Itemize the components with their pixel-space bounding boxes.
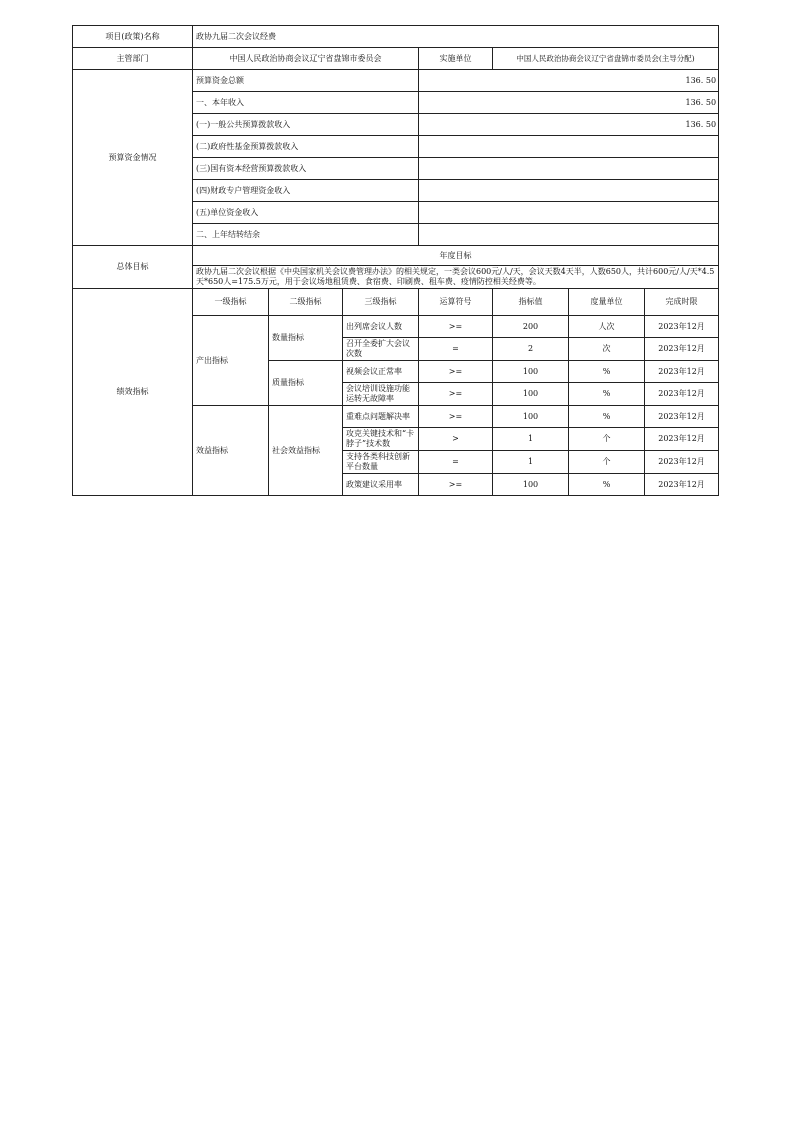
perf-row-deadline: 2023年12月 [645, 361, 719, 383]
budget-row-name: (一)一般公共预算拨款收入 [193, 114, 419, 136]
annual-goal-text: 政协九届二次会议根据《中央国家机关会议费管理办法》的相关规定，一类会议600元/人/天，会议天数4天半，人数650人，共计600元/人/天*4.5天*650人=175.5万元，用于会议场地租赁费、食宿费、印刷费、租车费、疫情防控相关经费等。 [193, 266, 719, 289]
perf-row-name: 支持各类科技创新平台数量 [343, 451, 419, 474]
budget-row-name: 预算资金总额 [193, 70, 419, 92]
budget-row-value [419, 158, 719, 180]
perf-row-value: 200 [493, 316, 569, 338]
perf-row-name: 政策建议采用率 [343, 474, 419, 496]
level2-quantity: 数量指标 [269, 316, 343, 361]
dept-value: 中国人民政治协商会议辽宁省盘锦市委员会 [193, 48, 419, 70]
perf-row-value: 100 [493, 383, 569, 406]
perf-row-op: >= [419, 383, 493, 406]
budget-row-value: 136. 50 [419, 70, 719, 92]
perf-row-value: 2 [493, 338, 569, 361]
perf-row-op: >= [419, 474, 493, 496]
goal-label: 总体目标 [73, 246, 193, 289]
perf-row-deadline: 2023年12月 [645, 383, 719, 406]
budget-row-value [419, 202, 719, 224]
perf-row-deadline: 2023年12月 [645, 451, 719, 474]
perf-row-op: = [419, 451, 493, 474]
project-performance-table [72, 25, 719, 496]
budget-row-name: (二)政府性基金预算拨款收入 [193, 136, 419, 158]
perf-row-name: 攻克关键技术和“卡脖子”技术数 [343, 428, 419, 451]
level1-output: 产出指标 [193, 316, 269, 406]
perf-row-unit: 次 [569, 338, 645, 361]
perf-row-name: 视频会议正常率 [343, 361, 419, 383]
perf-row-unit: % [569, 361, 645, 383]
budget-row-value: 136. 50 [419, 92, 719, 114]
perf-row-name: 召开全委扩大会议次数 [343, 338, 419, 361]
budget-row-name: 一、本年收入 [193, 92, 419, 114]
budget-row-name: (五)单位资金收入 [193, 202, 419, 224]
impl-unit-value: 中国人民政治协商会议辽宁省盘锦市委员会(主导分配) [493, 48, 719, 70]
budget-row-value [419, 224, 719, 246]
budget-row-value [419, 180, 719, 202]
budget-row-name: (四)财政专户管理资金收入 [193, 180, 419, 202]
project-name-value: 政协九届二次会议经费 [193, 26, 719, 48]
perf-header: 三级指标 [343, 289, 419, 316]
perf-header: 指标值 [493, 289, 569, 316]
level2-quality: 质量指标 [269, 361, 343, 406]
perf-row-value: 1 [493, 428, 569, 451]
budget-row-name: 二、上年结转结余 [193, 224, 419, 246]
perf-row-value: 1 [493, 451, 569, 474]
perf-header: 度量单位 [569, 289, 645, 316]
perf-header: 完成时限 [645, 289, 719, 316]
perf-row-value: 100 [493, 474, 569, 496]
perf-row-name: 会议培训设施功能运转无故障率 [343, 383, 419, 406]
perf-row-op: = [419, 338, 493, 361]
perf-row-unit: 个 [569, 451, 645, 474]
impl-unit-label: 实施单位 [419, 48, 493, 70]
annual-goal-header: 年度目标 [193, 246, 719, 266]
perf-row-value: 100 [493, 361, 569, 383]
perf-row-unit: 人次 [569, 316, 645, 338]
budget-row-name: (三)国有资本经营预算拨款收入 [193, 158, 419, 180]
budget-row-value: 136. 50 [419, 114, 719, 136]
perf-row-deadline: 2023年12月 [645, 406, 719, 428]
perf-row-unit: % [569, 383, 645, 406]
perf-row-deadline: 2023年12月 [645, 474, 719, 496]
perf-header: 运算符号 [419, 289, 493, 316]
perf-row-unit: % [569, 474, 645, 496]
perf-label: 绩效指标 [73, 289, 193, 496]
budget-row-value [419, 136, 719, 158]
perf-header: 一级指标 [193, 289, 269, 316]
perf-row-deadline: 2023年12月 [645, 338, 719, 361]
perf-header: 二级指标 [269, 289, 343, 316]
budget-label: 预算资金情况 [73, 70, 193, 246]
perf-row-name: 重难点问题解决率 [343, 406, 419, 428]
level2-social-benefit: 社会效益指标 [269, 406, 343, 496]
perf-row-deadline: 2023年12月 [645, 316, 719, 338]
perf-row-op: >= [419, 406, 493, 428]
perf-row-name: 出列席会议人数 [343, 316, 419, 338]
perf-row-unit: % [569, 406, 645, 428]
perf-row-deadline: 2023年12月 [645, 428, 719, 451]
perf-row-op: >= [419, 316, 493, 338]
perf-row-op: >= [419, 361, 493, 383]
perf-row-unit: 个 [569, 428, 645, 451]
perf-row-value: 100 [493, 406, 569, 428]
level1-benefit: 效益指标 [193, 406, 269, 496]
perf-row-op: > [419, 428, 493, 451]
project-name-label: 项目(政策)名称 [73, 26, 193, 48]
dept-label: 主管部门 [73, 48, 193, 70]
